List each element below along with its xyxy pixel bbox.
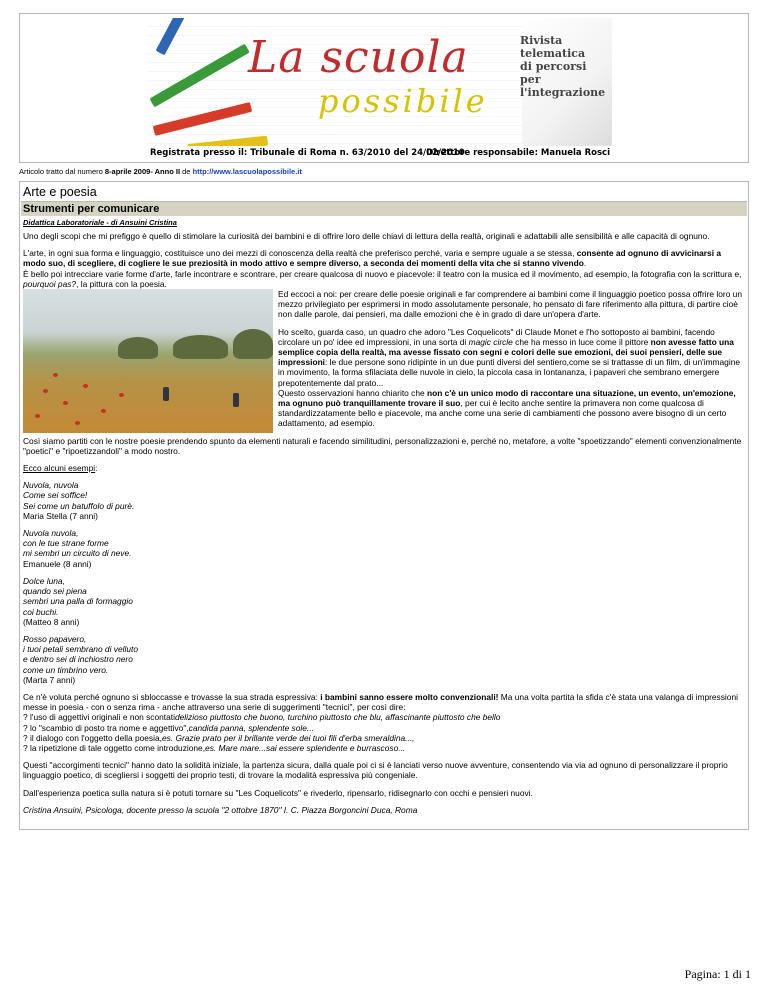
poem-line: come un timbrino vero. [23,664,109,675]
text-run: non avesse fatto una semplice copia della realtà, ma avesse fissato con segni e colori delle sue emozioni, dei suoi pensieri, delle sue impressioni [278,336,734,368]
paragraph [23,248,745,268]
poppy-dot [35,414,40,418]
poem-line: coi buchi. [23,606,59,617]
tree-shape [173,335,228,359]
tagline-line: Rivista [520,34,563,47]
text-run: . [583,258,587,269]
director-text: Direttore responsabile: Manuela Rosci [426,148,610,158]
text-run: L'arte, in ogni sua forma e linguaggio, costituisce uno dei mezzi di conoscenza della realtà che preferisco perché, varia e sempre uguale a se stessa, [23,248,577,259]
poem-line: Rosso papavero, [23,633,87,644]
examples-heading [23,463,745,473]
page-number: Pagina: 1 di 1 [684,967,751,981]
poem [23,528,745,569]
paragraph: Così siamo partiti con le nostre poesie prendendo spunto da elementi naturali e facendo similitudini, personalizzazioni e, perché no, metafore, a volte "spoetizzando" elementi convenzionalmente "poetici" e "ripoetizzandoli" a modo nostro. [23,435,742,456]
poem-author: Maria Stella (7 anni) [23,510,98,521]
poem-line: Dolce luna, [23,575,65,586]
text-run: Ho scelto, guarda caso, un quadro che adoro "Les Coquelicots" di Claude Monet e l'ho sottoposto ai bambini, facendo circolare un po' idee ed impressioni, in una sorta di [278,326,715,347]
tip-item [23,743,745,753]
poem [23,634,745,685]
poppy-dot [101,409,106,413]
issue-number: 8-aprile 2009- Anno II [104,167,181,176]
poem-author: (Marta 7 anni) [23,674,76,685]
masthead-banner [148,18,612,146]
signature: Cristina Ansuini, Psicologa, docente presso la scuola "2 ottobre 1870" I. C. Piazza Borgoncini Duca, Roma [23,804,418,815]
poem-line: sembri una palla di formaggio [23,596,133,607]
article-subtitle: Strumenti per comunicare [21,201,747,216]
text-run: Questo osservazioni hanno chiarito che [278,387,427,398]
paragraph: Ed eccoci a noi: per creare delle poesie originali e far comprendere ai bambini come il linguaggio poetico possa offrire loro un mezzo privilegiato per esprimersi in modo assolutamente personale, ho pensato di fare riferimento alla pittura, di partire cioè non dalle parole, dai pensieri, ma dalle emozioni che è in grado di dare un'opera d'arte. [278,289,742,320]
poem-line: i tuoi petali sembrano di velluto [23,644,138,655]
poem [23,480,745,521]
source-mid: de [180,167,193,176]
registration-bar [148,146,612,160]
poem [23,576,745,627]
monet-coquelicots-image [23,289,273,433]
text-run: Ecco alcuni esempi [23,463,96,474]
poem-line: con le tue strane forme [23,538,109,549]
tree-shape [118,337,158,359]
tip-item [23,733,745,743]
paragraph: Uno degli scopi che mi prefiggo è quello di stimolare la curiosità dei bambini e di offrire loro delle chiavi di lettura della realtà, originali e adattabili alle sensibilità e alle capacità di ognuno. [23,231,710,241]
text-run: : [95,463,98,474]
text-run: ? il dialogo con l'oggetto della poesia, [23,732,162,743]
poem-line: e dentro sei di inchiostro nero [23,654,133,665]
text-run: pourquoi pas? [23,278,77,289]
header [19,13,749,163]
text-run: consente ad ognuno di avvicinarsi a modo suo, di scegliere, di cogliere le sue preziosità in modo attivo e sempre diverso, a seconda dei momenti della vita che si stanno vivendo [23,248,722,269]
figure-shape [163,387,169,401]
poem-line: Come sei soffice! [23,490,88,501]
tagline-line: telematica [520,47,586,60]
registration-text: Registrata presso il: Tribunale di Roma n. 63/2010 del 24/02/2010 [150,148,465,158]
text-run: : le due persone sono ridipinte in un due punti diversi del sentiero,come se si trattasse di un film, di un'immagine in movimento, la forma sfilaciata delle nuvole in cielo, la piccola casa in lontananza, i papaveri che sembrano emergere prepotentemente dal prato... [278,357,741,388]
source-prefix: Articolo tratto dal numero [19,167,105,176]
site-link[interactable]: http://www.lascuolapossibile.it [192,167,302,176]
banner-subtitle: possibile [318,82,488,120]
paragraph [23,269,745,289]
text-run: es. Grazie prato per il brillante verde dei tuoi fili d'erba smeraldina..., [161,732,415,743]
poppy-dot [119,393,124,397]
text-run: Ce n'è voluta perché ognuno si sbloccasse e trovasse la sua strada espressiva: [23,691,321,702]
text-run: i bambini sanno essere molto convenzionali! [320,691,499,702]
paragraph [23,692,745,712]
text-run: È bello poi intrecciare varie forme d'arte, farle incontrare e scontrare, per creare qualcosa di nuovo e piacevole: il teatro con la musica ed il movimento, ad esempio, la fotografia con la scrittura e, [23,268,742,279]
source-line [19,167,749,177]
poppy-dot [53,373,58,377]
paragraph: Questi "accorgimenti tecnici" hanno dato la solidità iniziale, la partenza sicura, dalla quale poi ci si è lanciati verso nuove avventure, consentendo via via ad ognuno di personalizzare il proprio linguaggio poetico, di scegliersi i soggetti dei proprio testi, di trovare la modalità espressiva più congeniale. [23,760,728,781]
poppy-dot [43,389,48,393]
poppy-dot [83,384,88,388]
text-run: delizioso piuttosto che buono, turchino piuttosto che blu, affascinante piuttosto che bello [174,712,501,723]
tagline-line: per l'integrazione [520,73,606,99]
banner-title: La scuola [248,32,469,83]
tree-shape [233,329,273,359]
text-run: non c'è un unico modo di raccontare una situazione, un evento, un'emozione, ma ognuno può tranquillamente trovare il suo [278,387,736,409]
poem-line: Nuvola nuvola, [23,528,79,539]
text-run: es. Mare mare...sai essere splendente e burrascoso... [205,742,406,753]
poem-line: quando sei piena [23,586,87,597]
text-run: Ma una volta partita la sfida c'è stata una valanga di impressioni messe in poesia - con o senza rima - anche attraverso una serie di suggerimenti "tecnici", per così dire: [23,691,738,713]
poem-author: (Matteo 8 anni) [23,616,80,627]
poem-line: Nuvola, nuvola [23,480,79,491]
text-run: ? l'uso di aggettivi originali e non scontati [23,712,175,723]
figure-shape [233,393,239,407]
text-run: che ha messo in luce come il pittore [512,336,651,347]
text-run: magic circle [468,336,513,347]
text-run: ? lo "scambio di posto tra nome e aggettivo", [23,722,189,733]
poem-line: Sei come un batuffolo di purè. [23,500,135,511]
article-body [21,231,747,815]
text-run: ? la ripetizione di tale oggetto come introduzione, [23,742,206,753]
article-author: Didattica Laboratoriale - di Ansuini Cristina [23,218,177,227]
tip-item [23,723,745,733]
text-run: , per cui è lecito anche sentire la primavera non come qualcosa di standardizzatamente bello e piacevole, ma anche come una serie di cambiamenti che possono avere bisogno di un certo adattamento, ad esempio. [278,398,727,429]
poppy-dot [75,421,80,425]
page [19,13,749,830]
tip-item [23,712,745,722]
paragraph: Dall'esperienza poetica sulla natura si è potuti tornare su "Les Coquelicots" e rivederlo, ripensarlo, ridisegnarlo con occhi e pensieri nuovi. [23,787,533,798]
article [19,181,749,830]
text-run: , la pittura con la poesia. [76,278,167,289]
poem-line: mi sembri un circuito di neve. [23,548,132,559]
section-title: Arte e poesia [23,185,97,199]
tagline-line: di percorsi [520,60,587,73]
poem-author: Emanuele (8 anni) [23,558,92,569]
poppy-dot [63,401,68,405]
banner-tagline [520,34,604,99]
text-run: candida panna, splendente sole... [188,722,314,733]
